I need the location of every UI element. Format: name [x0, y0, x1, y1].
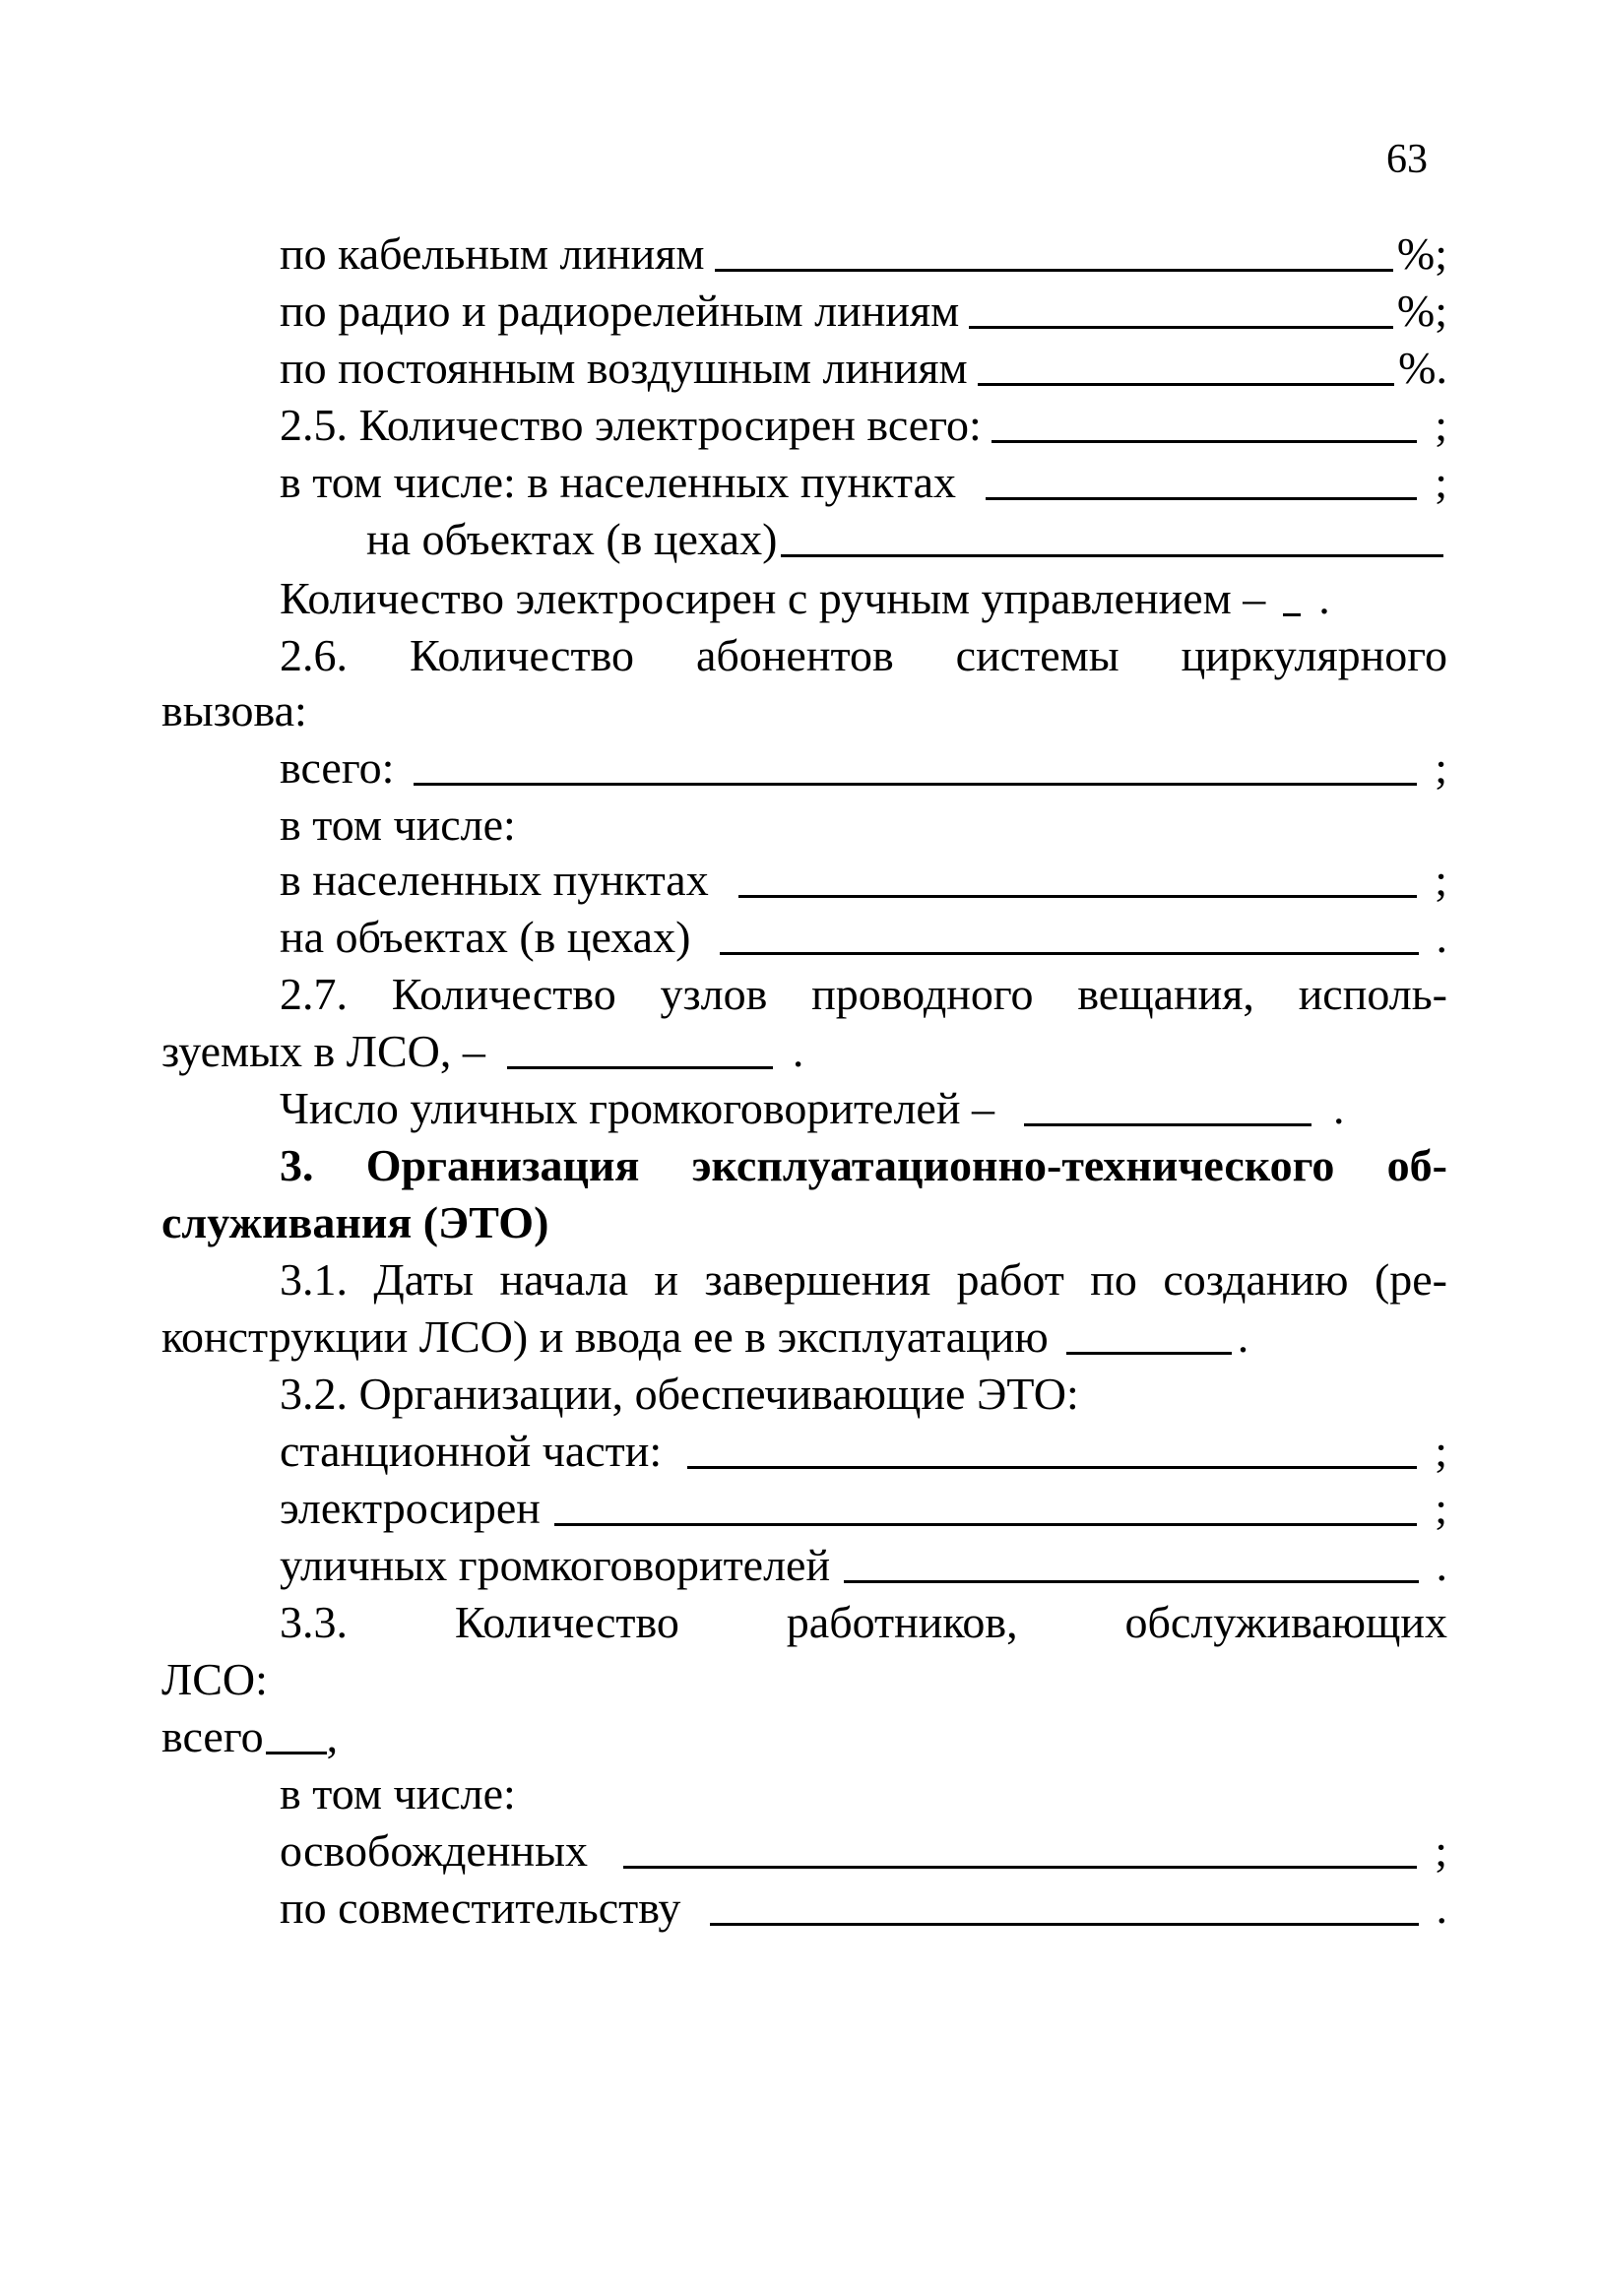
workers-released-row — [280, 1823, 1447, 1879]
fill-in-blank[interactable] — [623, 1826, 1417, 1869]
sirens-org-row — [280, 1481, 1447, 1536]
field-label: всего — [161, 1711, 264, 1761]
fill-in-blank[interactable] — [554, 1484, 1417, 1526]
station-part-row — [280, 1424, 1447, 1479]
field-label: уличных громкоговорителей — [280, 1540, 831, 1590]
heading-line: служивания (ЭТО) — [161, 1197, 549, 1247]
section-3-2-heading — [280, 1367, 1447, 1422]
field-end: ; — [1435, 457, 1447, 507]
fill-in-blank[interactable] — [978, 344, 1395, 386]
loudspeakers-row — [280, 1081, 1447, 1136]
section-3-heading-cont — [161, 1195, 1447, 1250]
fill-in-blank[interactable] — [969, 287, 1393, 329]
paragraph-line: вызова: — [161, 685, 307, 735]
subscribers-objects-row — [280, 910, 1447, 965]
field-end: . — [1436, 1540, 1447, 1590]
fill-in-blank[interactable] — [991, 401, 1417, 443]
field-end: ; — [1435, 742, 1447, 793]
section-3-1-line1 — [280, 1252, 1447, 1307]
fill-in-blank[interactable] — [414, 743, 1417, 786]
field-label: 2.5. Количество электросирен всего: — [280, 400, 982, 450]
field-end: . — [792, 1026, 804, 1076]
manual-sirens-row — [280, 571, 1447, 626]
field-label: станционной части: — [280, 1426, 663, 1476]
field-end: ; — [1435, 855, 1447, 905]
field-end: . — [1237, 1311, 1249, 1362]
field-end: . — [1436, 912, 1447, 962]
paragraph-line: 3.2. Организации, обеспечивающие ЭТО: — [280, 1369, 1079, 1419]
sirens-total-row — [280, 398, 1447, 453]
field-label: в том числе: в населенных пунктах — [280, 457, 956, 507]
fill-in-blank[interactable] — [844, 1541, 1418, 1583]
field-label: по кабельным линиям — [280, 228, 705, 279]
field-end: ; — [1435, 400, 1447, 450]
section-2-7-heading — [280, 967, 1447, 1022]
fill-in-blank[interactable] — [720, 913, 1418, 955]
field-label: по постоянным воздушным линиям — [280, 343, 968, 393]
workers-total-row — [161, 1709, 1447, 1764]
fill-in-blank[interactable] — [781, 515, 1443, 557]
paragraph-line: 2.6. Количество абонентов системы циркулярного — [280, 630, 1447, 680]
paragraph-line: ЛСО: — [161, 1654, 268, 1704]
overhead-lines-row — [280, 341, 1447, 396]
field-label: всего: — [280, 742, 395, 793]
heading-line: 3. Организация эксплуатационно-технического об- — [280, 1140, 1447, 1190]
field-label: по радио и радиорелейным линиям — [280, 286, 960, 336]
section-3-3-heading — [280, 1595, 1447, 1650]
radio-lines-row — [280, 284, 1447, 339]
field-end: ; — [1435, 1825, 1447, 1876]
loudspeakers-org-row — [280, 1538, 1447, 1593]
field-label: в населенных пунктах — [280, 855, 709, 905]
fill-in-blank[interactable] — [986, 458, 1417, 500]
field-end: %. — [1398, 343, 1447, 393]
section-3-heading — [280, 1138, 1447, 1193]
field-end: %; — [1396, 286, 1447, 336]
fill-in-blank[interactable] — [1024, 1084, 1311, 1126]
fill-in-blank[interactable] — [687, 1427, 1417, 1469]
page-number: 63 — [1386, 137, 1428, 182]
fill-in-blank[interactable] — [738, 856, 1417, 898]
sirens-settlements-row — [280, 455, 1447, 510]
section-2-6-heading-cont — [161, 683, 1447, 738]
field-label: на объектах (в цехах) — [280, 912, 691, 962]
field-end: ; — [1435, 1426, 1447, 1476]
field-end: . — [1332, 1083, 1345, 1133]
subscribers-settlements-row — [280, 853, 1447, 908]
cable-lines-row — [280, 226, 1447, 282]
field-label: электросирен — [280, 1483, 541, 1533]
field-label: Число уличных громкоговорителей – — [280, 1083, 994, 1133]
field-label: Количество электросирен с ручным управлением – — [280, 573, 1266, 623]
field-end: , — [326, 1711, 339, 1761]
section-3-3-heading-cont — [161, 1652, 1447, 1707]
paragraph-line: 2.7. Количество узлов проводного вещания, исполь- — [280, 969, 1447, 1019]
fill-in-blank[interactable] — [1283, 574, 1301, 616]
field-end: ; — [1435, 1483, 1447, 1533]
fill-in-blank[interactable] — [507, 1027, 773, 1069]
broadcast-nodes-row — [161, 1024, 1447, 1079]
paragraph-line: в том числе: — [280, 799, 516, 850]
field-label: зуемых в ЛСО, – — [161, 1026, 485, 1076]
field-label: на объектах (в цехах) — [366, 514, 778, 564]
field-end: . — [1436, 1882, 1447, 1933]
section-2-6-heading — [280, 628, 1447, 683]
workers-including — [280, 1766, 1447, 1821]
paragraph-line: в том числе: — [280, 1768, 516, 1818]
field-label: по совместительству — [280, 1882, 681, 1933]
subscribers-including — [280, 797, 1447, 853]
paragraph-line: 3.1. Даты начала и завершения работ по созданию (ре- — [280, 1254, 1447, 1305]
field-label: освобожденных — [280, 1825, 588, 1876]
subscribers-total-row — [280, 740, 1447, 796]
paragraph-line: 3.3. Количество работников, обслуживающих — [280, 1597, 1447, 1647]
field-end: %; — [1396, 228, 1447, 279]
fill-in-blank[interactable] — [266, 1712, 327, 1754]
fill-in-blank[interactable] — [1066, 1312, 1232, 1355]
field-label: конструкции ЛСО) и ввода ее в эксплуатацию — [161, 1311, 1049, 1362]
sirens-objects-row — [366, 512, 1447, 567]
field-end: . — [1318, 573, 1330, 623]
commissioning-date-row — [161, 1309, 1447, 1365]
workers-part-time-row — [280, 1881, 1447, 1936]
fill-in-blank[interactable] — [715, 229, 1393, 272]
fill-in-blank[interactable] — [710, 1883, 1418, 1926]
